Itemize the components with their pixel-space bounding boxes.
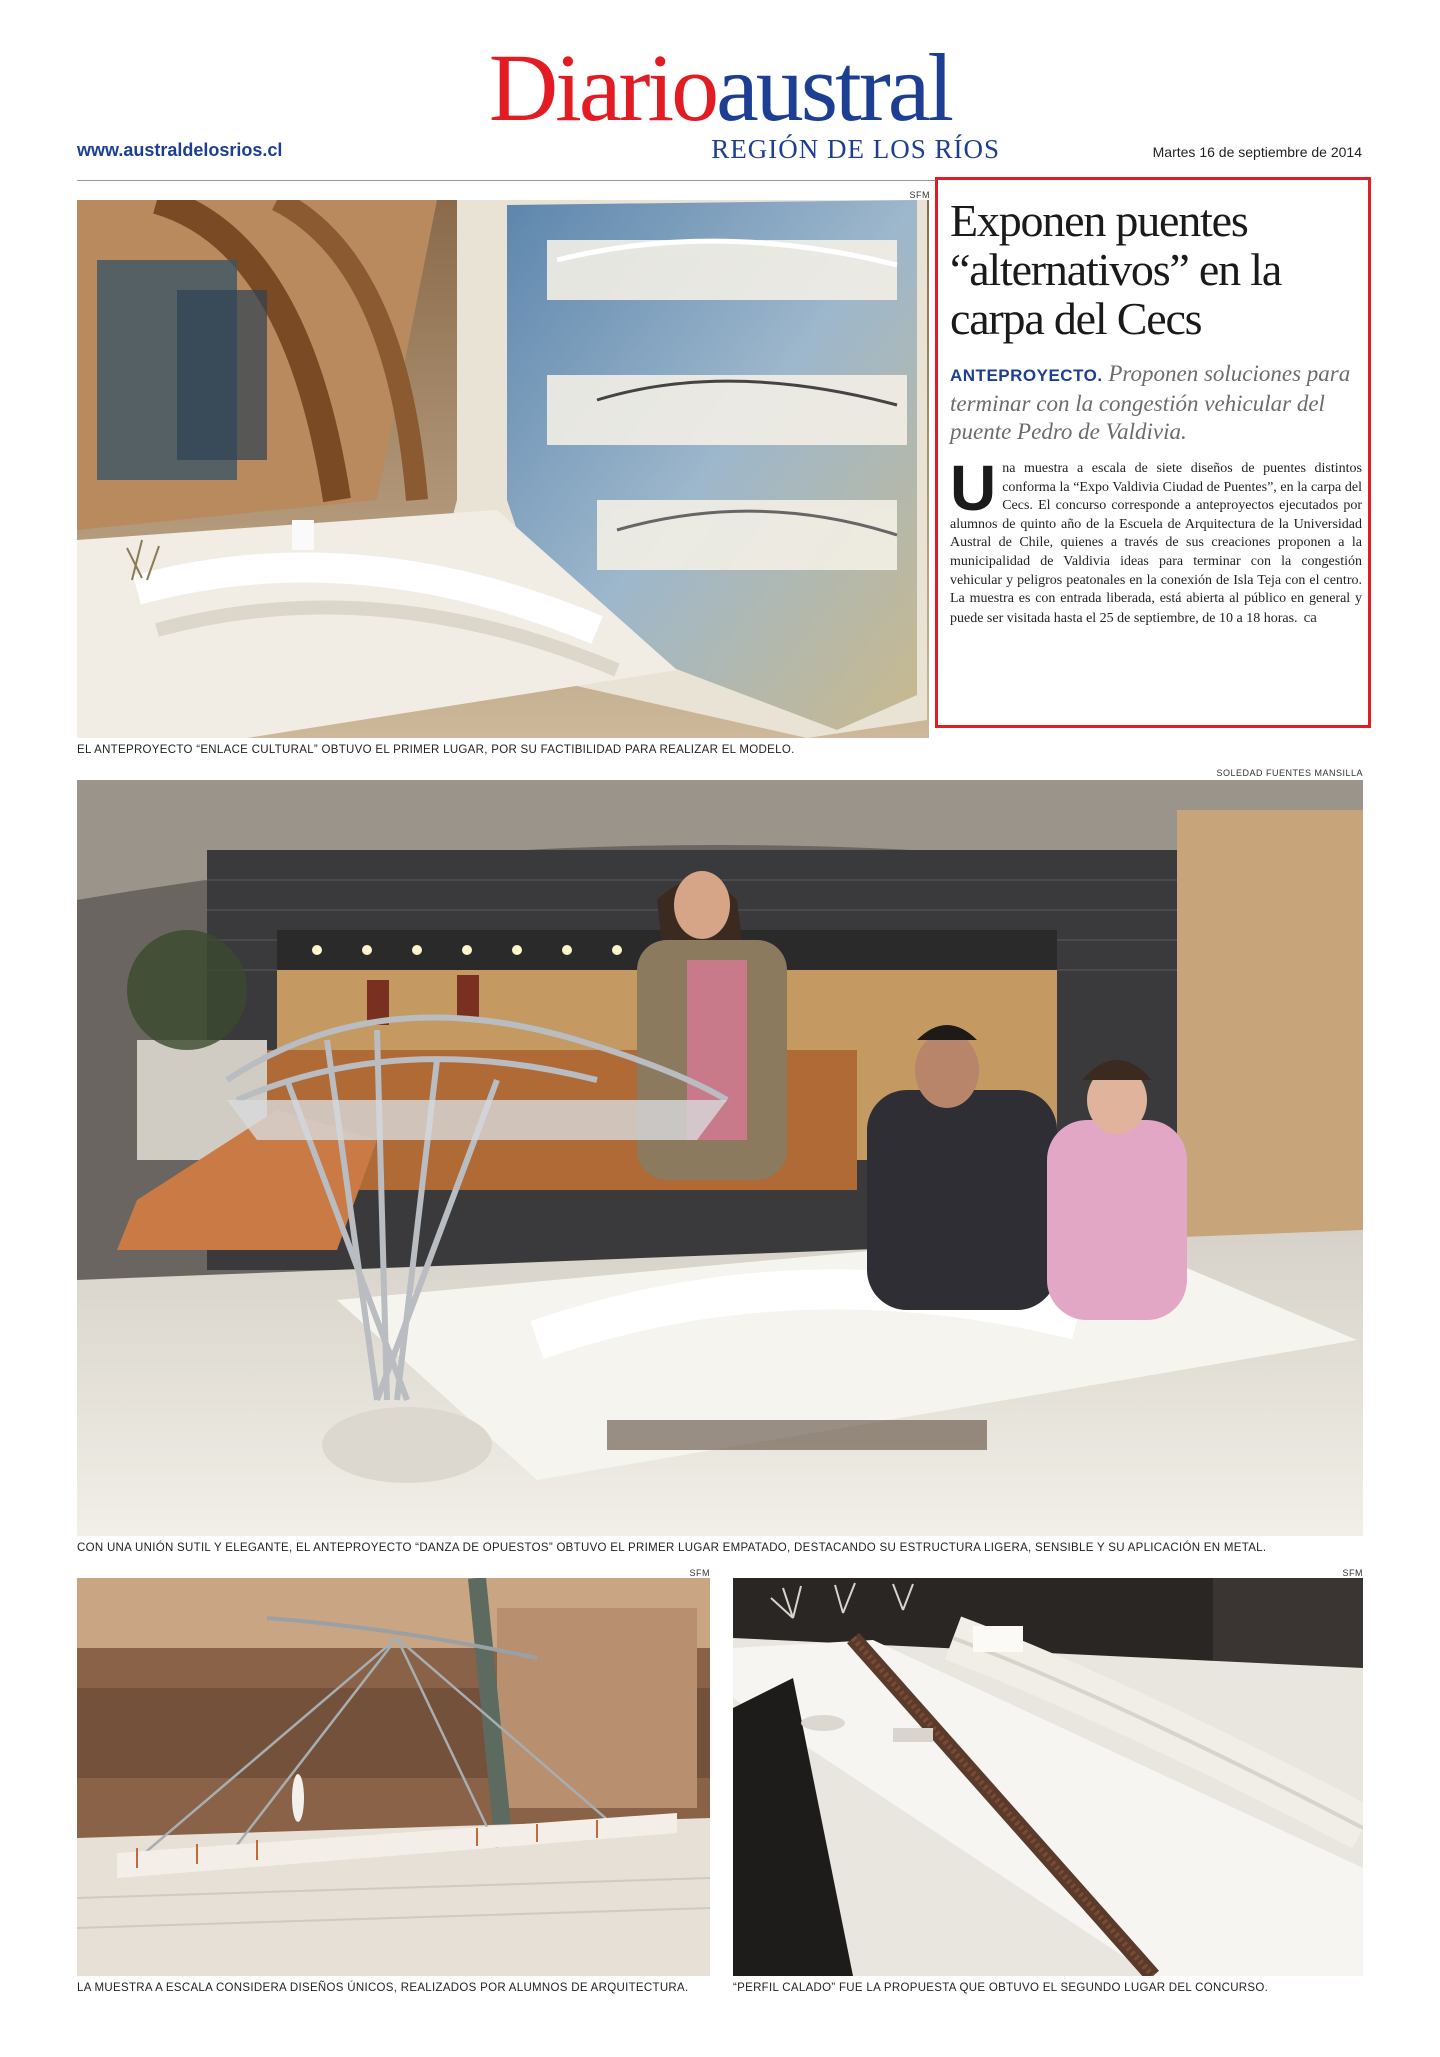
logo-diario: Diario (488, 34, 717, 141)
photo2-caption: CON UNA UNIÓN SUTIL Y ELEGANTE, EL ANTEPROYECTO “DANZA DE OPUESTOS” OBTUVO EL PRIMER LUGAR EMPATADO, DESTACANDO SU ESTRUCTURA LIGERA, SENSIBLE Y SU APLICACIÓN EN METAL. (77, 1542, 1267, 1554)
exhibition-tent-illustration (77, 200, 929, 738)
photo4-caption: “PERFIL CALADO” FUE LA PROPUESTA QUE OBTUVO EL SEGUNDO LUGAR DEL CONCURSO. (733, 1982, 1269, 1994)
photo3-caption: LA MUESTRA A ESCALA CONSIDERA DISEÑOS ÚNICOS, REALIZADOS POR ALUMNOS DE ARQUITECTURA. (77, 1982, 689, 1994)
photo4-credit: SFM (1342, 1568, 1363, 1578)
article-kicker: ANTEPROYECTO. (950, 366, 1103, 385)
logo-austral: austral (716, 34, 952, 141)
photo-perfil-calado-model (733, 1578, 1363, 1976)
article-headline: Exponen puentes “alternativos” en la carpa del Cecs (950, 195, 1282, 344)
suspension-model-illustration (77, 1578, 710, 1976)
article-body (950, 452, 1362, 628)
photo-suspension-model (77, 1578, 710, 1976)
photo2-credit: SOLEDAD FUENTES MANSILLA (1216, 768, 1363, 778)
perfil-calado-illustration (733, 1578, 1363, 1976)
region-label: REGIÓN DE LOS RÍOS (711, 134, 1000, 164)
visitors-bridge-illustration (77, 780, 1363, 1536)
end-mark-icon: ca (1303, 609, 1317, 626)
issue-date: Martes 16 de septiembre de 2014 (1152, 144, 1362, 160)
article-deck (950, 360, 1360, 446)
photo-exhibition-tent (77, 200, 929, 738)
website-link[interactable]: www.australdelosrios.cl (77, 140, 283, 160)
photo3-credit: SFM (689, 1568, 710, 1578)
photo1-caption: EL ANTEPROYECTO “ENLACE CULTURAL” OBTUVO EL PRIMER LUGAR, POR SU FACTIBILIDAD PARA REALIZAR EL MODELO. (77, 744, 795, 756)
article-dropcap: U (950, 452, 997, 524)
photo-visitors-bridge-model (77, 780, 1363, 1536)
article-body-text: na muestra a escala de siete diseños de puentes distintos conforma la “Expo Valdivia Ciudad de Puentes”, en la carpa del Cecs. El concurso corresponde a anteproyectos ejecutados por alumnos de quinto año de la Escuela de Arquitectura de la Universidad Austral de Chile, quienes a través de sus creaciones proponen a la municipalidad de Valdivia ideas para terminar con la congestión vehicular y peligros peatonales en la conexión de Isla Teja con el centro. La muestra es con entrada liberada, está abierta al público en general y puede ser visitada hasta el 25 de septiembre, de 10 a 18 horas. (950, 461, 1362, 626)
photo1-credit: SFM (909, 190, 930, 200)
article-deck-text: Proponen soluciones para terminar con la congestión vehicular del puente Pedro de Valdivia. (950, 361, 1351, 444)
newspaper-logo (0, 34, 1440, 141)
